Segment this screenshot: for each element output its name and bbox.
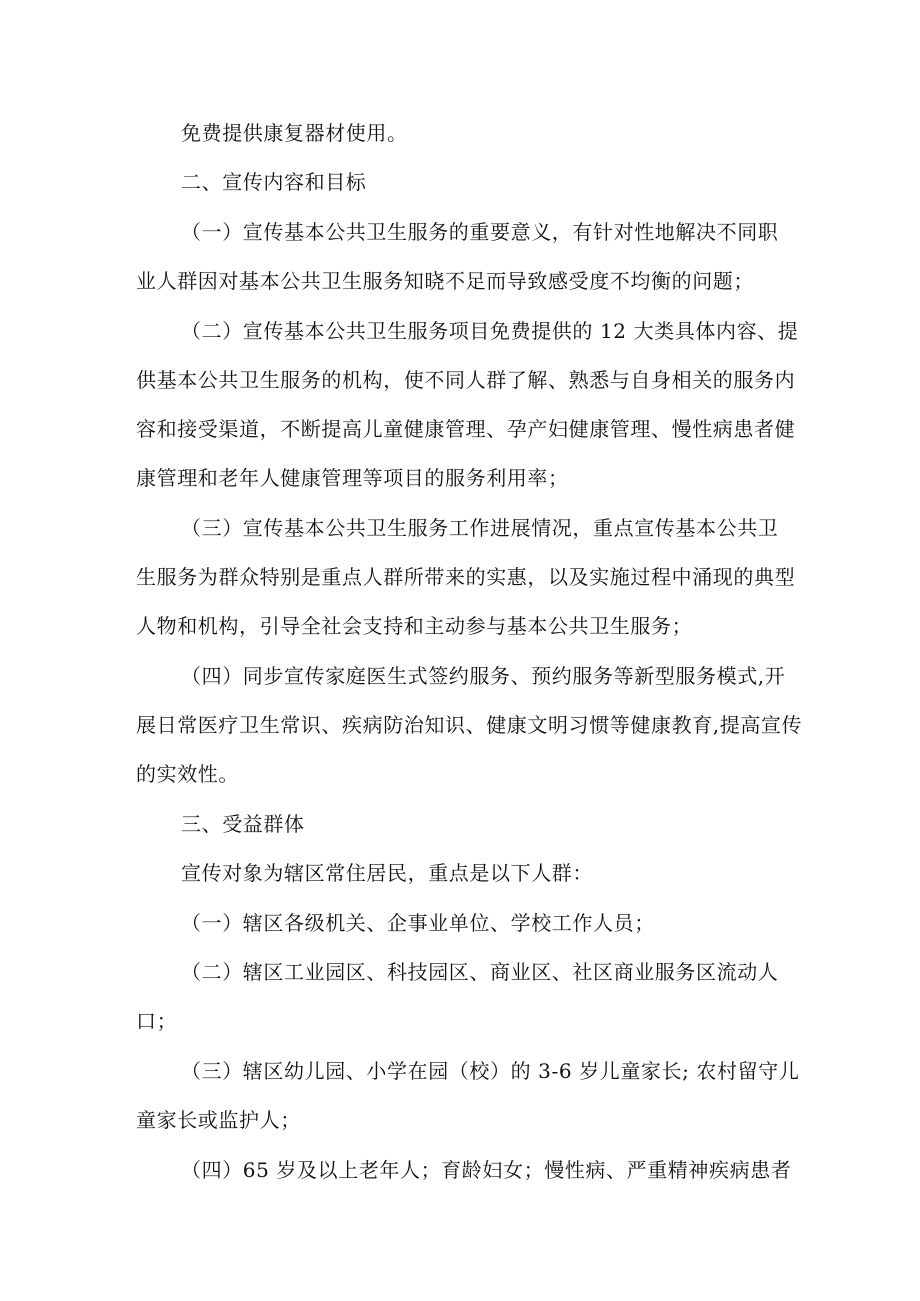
paragraph-line: 业人群因对基本公共卫生服务知晓不足而导致感受度不均衡的问题； — [136, 269, 754, 293]
paragraph-line: 的实效性。 — [136, 762, 239, 786]
paragraph-line: （四）65 岁及以上老年人；育龄妇女；慢性病、严重精神疾病患者 — [181, 1158, 792, 1182]
paragraph-line: （一）辖区各级机关、企事业单位、学校工作人员； — [181, 911, 655, 935]
paragraph-line: 康管理和老年人健康管理等项目的服务利用率； — [136, 466, 569, 490]
paragraph-line: 免费提供康复器材使用。 — [181, 121, 408, 145]
paragraph-line: （二）宣传基本公共卫生服务项目免费提供的 12 大类具体内容、提 — [181, 319, 799, 343]
paragraph-line: 供基本公共卫生服务的机构，使不同人群了解、熟悉与自身相关的服务内 — [136, 368, 796, 392]
paragraph-line: 展日常医疗卫生常识、疾病防治知识、健康文明习惯等健康教育,提高宣传 — [136, 713, 803, 737]
paragraph-line: （三）辖区幼儿园、小学在园（校）的 3-6 岁儿童家长; 农村留守儿 — [181, 1059, 800, 1083]
paragraph-line: 宣传对象为辖区常住居民，重点是以下人群： — [181, 861, 593, 885]
paragraph-line: 人物和机构，引导全社会支持和主动参与基本公共卫生服务； — [136, 614, 693, 638]
section-heading-3: 三、受益群体 — [181, 812, 305, 836]
paragraph-line: 生服务为群众特别是重点人群所带来的实惠，以及实施过程中涌现的典型 — [136, 565, 796, 589]
paragraph-line: （四）同步宣传家庭医生式签约服务、预约服务等新型服务模式,开 — [181, 664, 786, 688]
paragraph-line: 童家长或监护人； — [136, 1108, 301, 1132]
paragraph-line: 容和接受渠道，不断提高儿童健康管理、孕产妇健康管理、慢性病患者健 — [136, 417, 796, 441]
paragraph-line: （一）宣传基本公共卫生服务的重要意义，有针对性地解决不同职 — [181, 220, 779, 244]
section-heading-2: 二、宣传内容和目标 — [181, 170, 367, 194]
paragraph-line: （三）宣传基本公共卫生服务工作进展情况，重点宣传基本公共卫 — [181, 516, 779, 540]
paragraph-line: 口； — [136, 1009, 178, 1033]
paragraph-line: （二）辖区工业园区、科技园区、商业区、社区商业服务区流动人 — [181, 960, 779, 984]
